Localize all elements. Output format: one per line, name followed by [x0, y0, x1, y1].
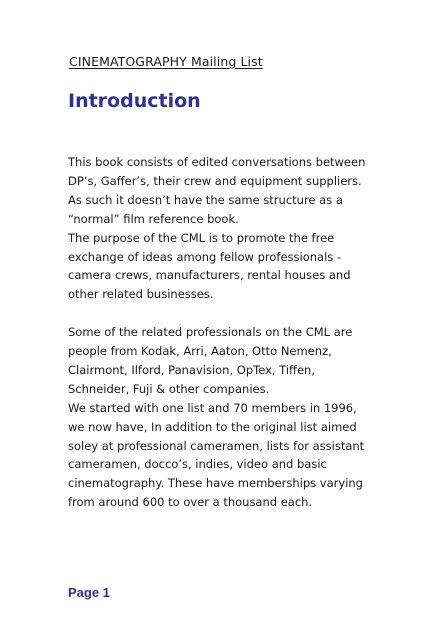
text-line: Schneider, Fuji & other companies.: [68, 381, 270, 396]
paragraph-1: [68, 153, 388, 304]
text-line: Some of the related professionals on the CML are: [68, 325, 353, 340]
text-line: we now have, In addition to the original list aimed: [68, 419, 357, 434]
page-number: Page 1: [68, 585, 110, 600]
paragraph-2: [68, 323, 388, 512]
text-line: people from Kodak, Arri, Aaton, Otto Nemenz,: [68, 344, 332, 359]
text-line: “normal” film reference book.: [68, 211, 239, 226]
text-line: DP’s, Gaffer’s, their crew and equipment suppliers.: [68, 173, 362, 188]
text-line: cameramen, docco’s, indies, video and basic: [68, 457, 327, 472]
text-line: This book consists of edited conversations between: [68, 155, 366, 169]
text-line: soley at professional cameramen, lists for assistant: [68, 438, 365, 453]
text-line: camera crews, manufacturers, rental houses and: [68, 268, 351, 283]
text-line: exchange of ideas among fellow professionals -: [68, 249, 342, 264]
paragraph-gap: [68, 304, 388, 323]
text-line: from around 600 to over a thousand each.: [68, 495, 313, 510]
text-line: We started with one list and 70 members in 1996,: [68, 400, 357, 415]
body-text: [68, 153, 388, 512]
text-line: Clairmont, Ilford, Panavision, OpTex, Tiffen,: [68, 362, 315, 377]
running-header: CINEMATOGRAPHY Mailing List: [69, 54, 263, 69]
chapter-title: Introduction: [68, 90, 201, 112]
text-line: other related businesses.: [68, 287, 214, 302]
text-line: The purpose of the CML is to promote the free: [68, 230, 335, 245]
text-line: cinematography. These have memberships varying: [68, 476, 363, 491]
text-line: As such it doesn’t have the same structure as a: [68, 192, 343, 207]
